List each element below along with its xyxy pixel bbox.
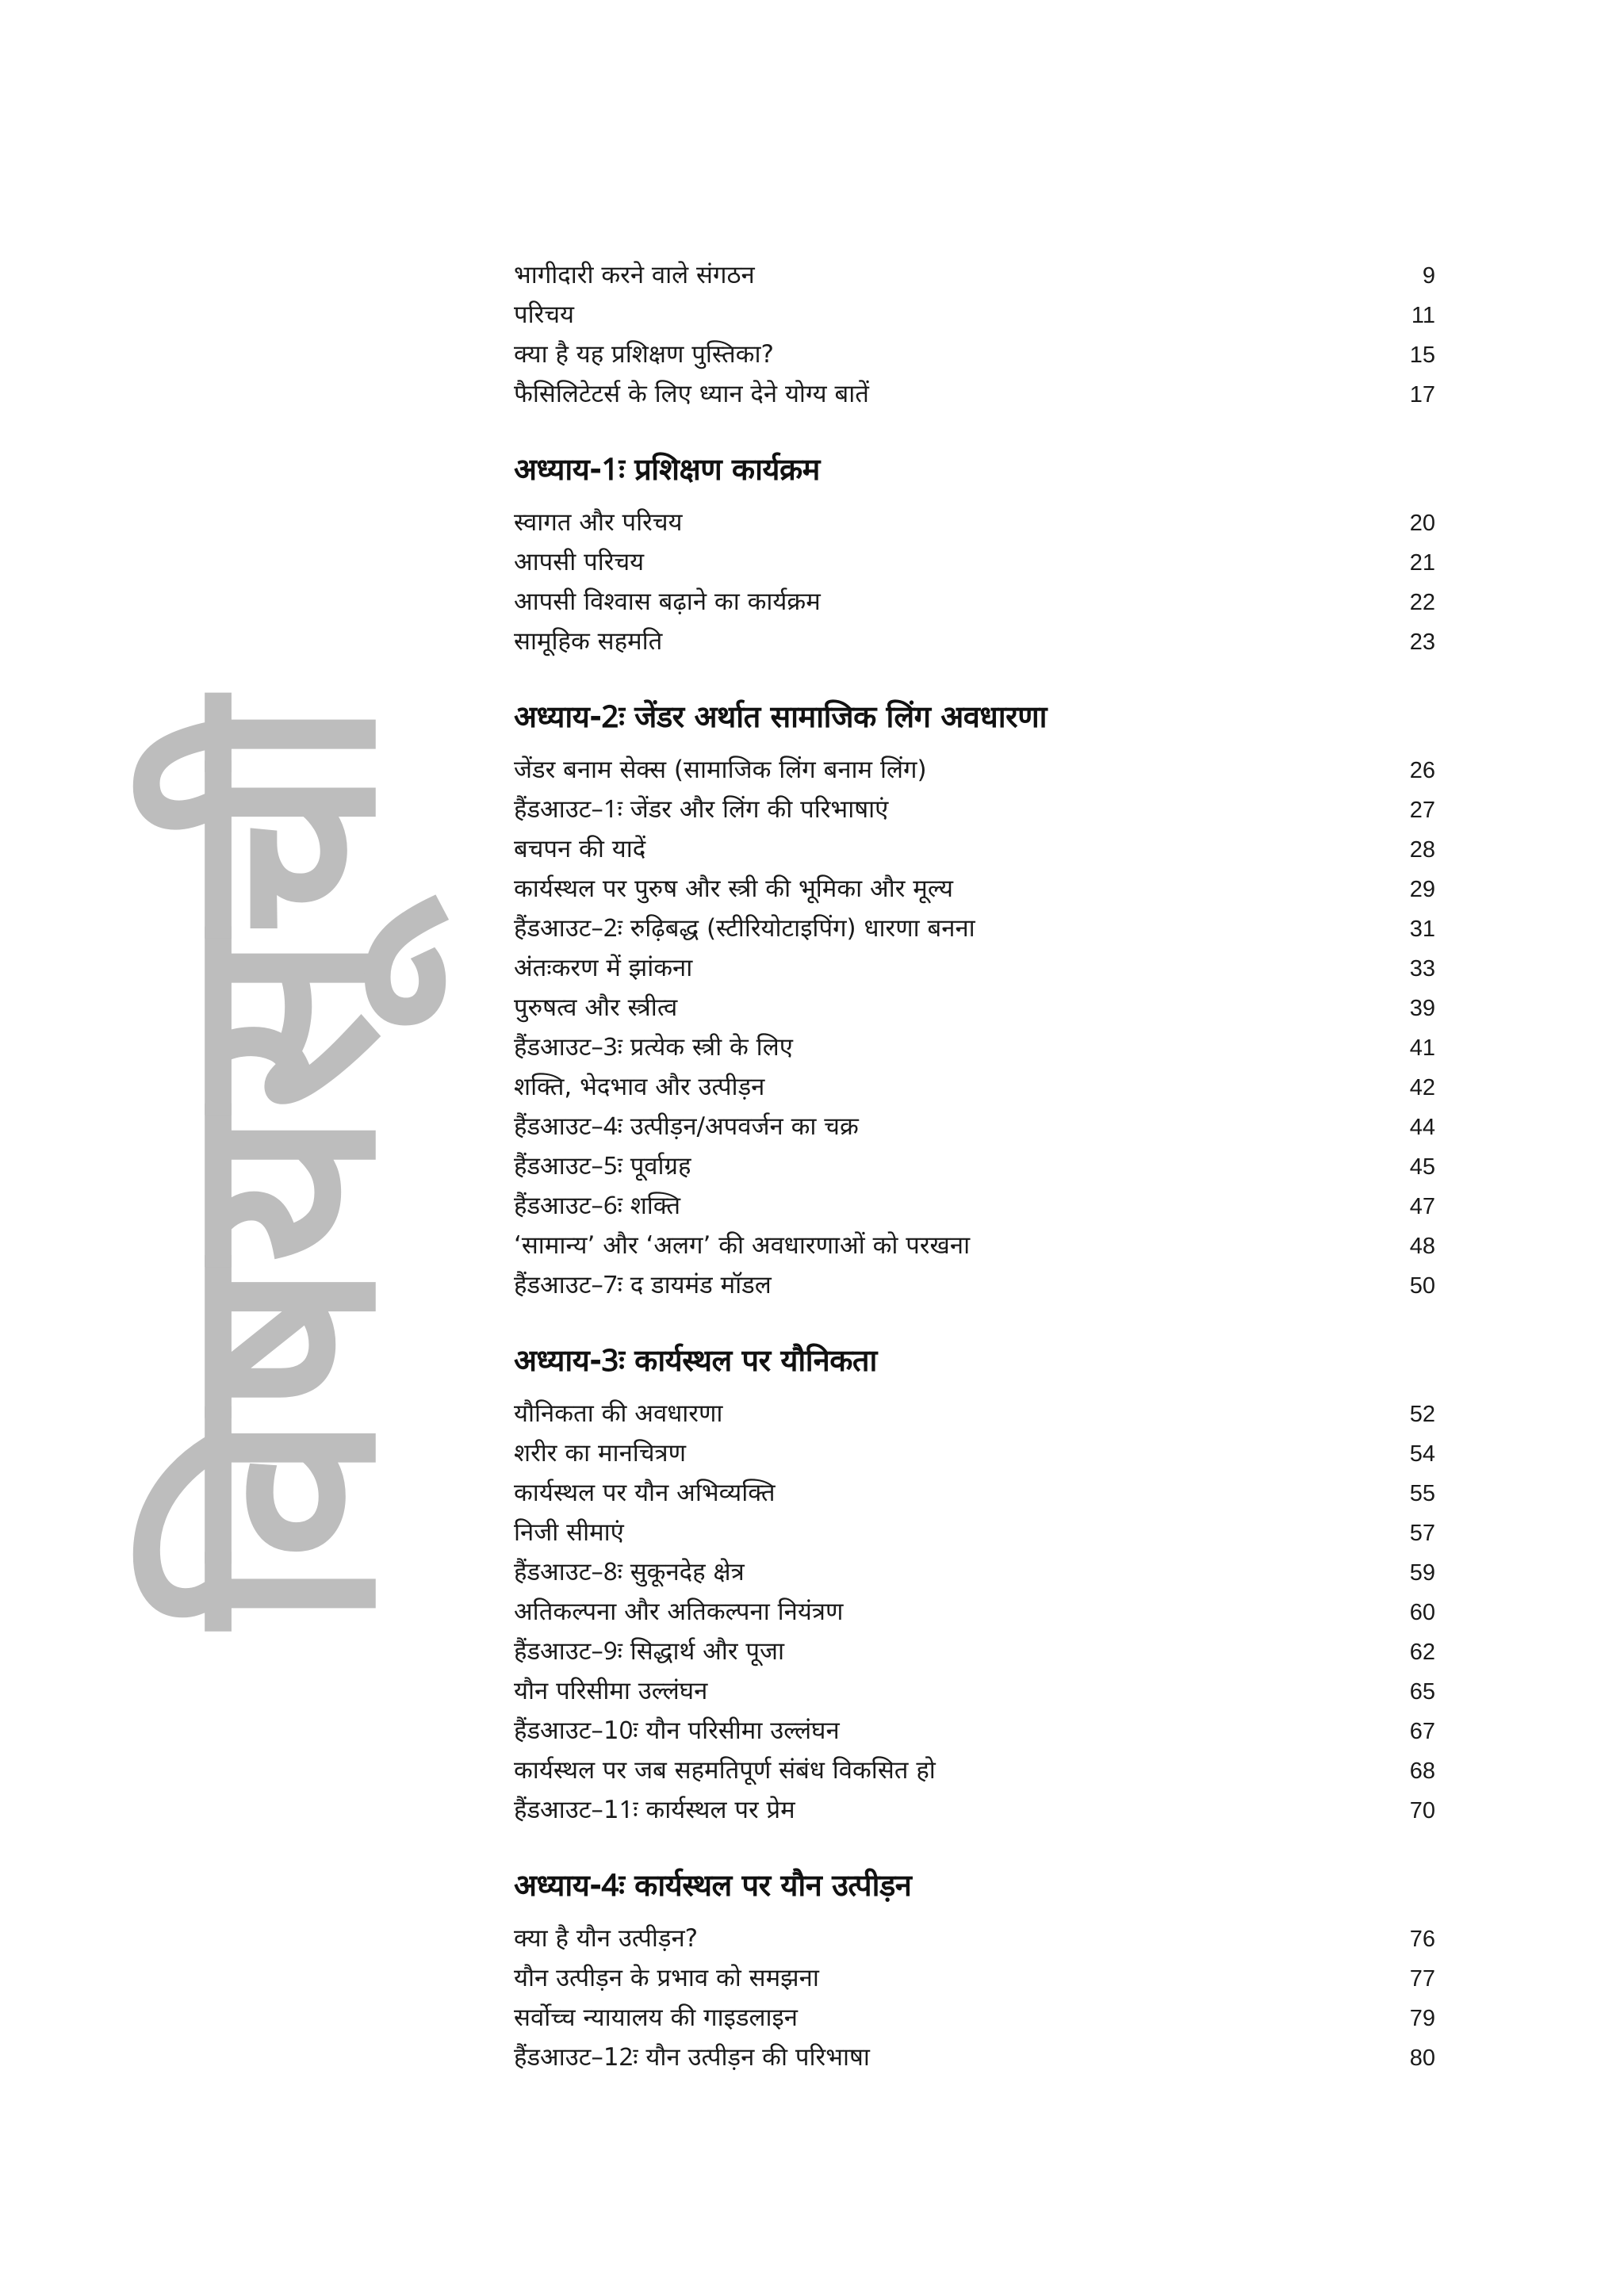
toc-entry[interactable] xyxy=(514,1226,1435,1265)
toc-entry-title: सामूहिक सहमति xyxy=(514,627,663,656)
toc-entry-title: हैंडआउट–1ः जेंडर और लिंग की परिभाषाएं xyxy=(514,795,889,824)
toc-entry-page-number: 47 xyxy=(1409,1194,1435,1219)
toc-entry-page-number: 9 xyxy=(1422,263,1435,289)
toc-entry-title: यौन उत्पीड़न के प्रभाव को समझना xyxy=(514,1964,819,1992)
toc-entry-title: हैंडआउट–11ः कार्यस्थल पर प्रेम xyxy=(514,1796,795,1824)
toc-entry-page-number: 70 xyxy=(1409,1798,1435,1823)
toc-entry[interactable] xyxy=(514,1919,1435,1958)
toc-entry[interactable] xyxy=(514,1671,1435,1711)
toc-entry-title: यौन परिसीमा उल्लंघन xyxy=(514,1677,708,1705)
toc-section xyxy=(514,1863,1435,2077)
toc-entry-title: हैंडआउट–8ः सुकूनदेह क्षेत्र xyxy=(514,1558,745,1586)
toc-entry-page-number: 44 xyxy=(1409,1115,1435,1140)
toc-entry-page-number: 67 xyxy=(1409,1719,1435,1744)
toc-entry[interactable] xyxy=(514,790,1435,829)
toc-entry-title: अंतःकरण में झांकना xyxy=(514,954,693,982)
toc-entry[interactable] xyxy=(514,1790,1435,1830)
toc-entry[interactable] xyxy=(514,1473,1435,1513)
toc-entry-page-number: 23 xyxy=(1409,629,1435,655)
toc-entry-page-number: 50 xyxy=(1409,1273,1435,1299)
toc-entry[interactable] xyxy=(514,1998,1435,2038)
toc-entry-title: स्वागत और परिचय xyxy=(514,508,683,537)
toc-entry-page-number: 41 xyxy=(1409,1035,1435,1061)
chapter-heading: अध्याय-1ः प्रशिक्षण कार्यक्रम xyxy=(514,452,820,487)
toc-entry-title: पुरुषत्व और स्त्रीत्व xyxy=(514,993,678,1022)
toc-entry-page-number: 45 xyxy=(1409,1154,1435,1180)
toc-entry-title: आपसी विश्वास बढ़ाने का कार्यक्रम xyxy=(514,587,821,616)
toc-entry-title: हैंडआउट–2ः रुढ़िबद्ध (स्टीरियोटाइपिंग) धारणा बनना xyxy=(514,914,975,943)
toc-entry[interactable] xyxy=(514,1027,1435,1067)
vertical-page-title xyxy=(129,585,435,1743)
toc-entry-page-number: 31 xyxy=(1409,916,1435,942)
chapter-heading: अध्याय-3ः कार्यस्थल पर यौनिकता xyxy=(514,1343,877,1378)
toc-entry[interactable] xyxy=(514,1632,1435,1671)
toc-entry-page-number: 76 xyxy=(1409,1927,1435,1952)
toc-section xyxy=(514,447,1435,661)
toc-section xyxy=(514,255,1435,414)
toc-entry-page-number: 52 xyxy=(1409,1402,1435,1427)
toc-entry[interactable] xyxy=(514,750,1435,790)
toc-entry-page-number: 65 xyxy=(1409,1679,1435,1705)
toc-entry-title: शरीर का मानचित्रण xyxy=(514,1439,687,1468)
toc-entry-page-number: 29 xyxy=(1409,877,1435,902)
toc-entry-title: परिचय xyxy=(514,300,574,329)
toc-entry-page-number: 17 xyxy=(1409,382,1435,408)
toc-entry-title: हैंडआउट–6ः शक्ति xyxy=(514,1192,681,1220)
toc-entry[interactable] xyxy=(514,869,1435,909)
toc-entry[interactable] xyxy=(514,1711,1435,1751)
toc-entry[interactable] xyxy=(514,1186,1435,1226)
toc-entry-title: हैंडआउट–7ः द डायमंड मॉडल xyxy=(514,1271,772,1299)
toc-entry-page-number: 80 xyxy=(1409,2045,1435,2071)
toc-entry-page-number: 42 xyxy=(1409,1075,1435,1100)
toc-entry[interactable] xyxy=(514,1592,1435,1632)
toc-entry-page-number: 48 xyxy=(1409,1234,1435,1259)
toc-entry-title: निजी सीमाएं xyxy=(514,1518,624,1547)
toc-entry[interactable] xyxy=(514,295,1435,335)
toc-entry-title: ‘सामान्य’ और ‘अलग’ की अवधारणाओं को परखना xyxy=(514,1231,971,1260)
toc-entry-title: कार्यस्थल पर यौन अभिव्यक्ति xyxy=(514,1479,776,1507)
toc-entry-page-number: 59 xyxy=(1409,1560,1435,1586)
toc-entry-page-number: 21 xyxy=(1409,550,1435,576)
toc-entry-title: हैंडआउट–4ः उत्पीड़न/अपवर्जन का चक्र xyxy=(514,1112,859,1141)
toc-entry-page-number: 39 xyxy=(1409,996,1435,1021)
toc-entry[interactable] xyxy=(514,374,1435,414)
toc-entry[interactable] xyxy=(514,2038,1435,2077)
toc-entry-page-number: 79 xyxy=(1409,2006,1435,2031)
toc-entry-page-number: 28 xyxy=(1409,837,1435,863)
toc-entry[interactable] xyxy=(514,1552,1435,1592)
toc-entry-title: हैंडआउट–12ः यौन उत्पीड़न की परिभाषा xyxy=(514,2043,870,2072)
toc-entry-page-number: 57 xyxy=(1409,1521,1435,1546)
toc-entry-title: हैंडआउट–5ः पूर्वाग्रह xyxy=(514,1152,691,1181)
toc-entry[interactable] xyxy=(514,829,1435,869)
toc-section xyxy=(514,695,1435,1305)
toc-entry-title: आपसी परिचय xyxy=(514,548,645,576)
toc-entry-page-number: 20 xyxy=(1409,511,1435,536)
toc-entry-title: जेंडर बनाम सेक्स (सामाजिक लिंग बनाम लिंग) xyxy=(514,756,927,784)
toc-entry-title: क्या है यह प्रशिक्षण पुस्तिका? xyxy=(514,340,774,369)
toc-entry-page-number: 33 xyxy=(1409,956,1435,982)
toc-entry-title: हैंडआउट–10ः यौन परिसीमा उल्लंघन xyxy=(514,1716,840,1745)
toc-entry[interactable] xyxy=(514,1067,1435,1107)
chapter-heading: अध्याय-2ः जेंडर अर्थात सामाजिक लिंग अवधारणा xyxy=(514,699,1048,734)
toc-entry-title: बचपन की यादें xyxy=(514,835,646,863)
toc-entry[interactable] xyxy=(514,988,1435,1027)
toc-entry[interactable] xyxy=(514,582,1435,622)
chapter-heading: अध्याय-4ः कार्यस्थल पर यौन उत्पीड़न xyxy=(514,1868,912,1903)
toc-entry-page-number: 77 xyxy=(1409,1966,1435,1992)
toc-entry[interactable] xyxy=(514,948,1435,988)
toc-entry[interactable] xyxy=(514,622,1435,661)
toc-entry-title: शक्ति, भेदभाव और उत्पीड़न xyxy=(514,1073,765,1101)
toc-entry-page-number: 11 xyxy=(1411,303,1435,328)
toc-entry[interactable] xyxy=(514,503,1435,542)
table-of-contents xyxy=(514,255,1435,2077)
toc-entry[interactable] xyxy=(514,335,1435,374)
toc-entry-title: सर्वोच्च न्यायालय की गाइडलाइन xyxy=(514,2003,798,2032)
toc-entry-title: हैंडआउट–3ः प्रत्येक स्त्री के लिए xyxy=(514,1033,793,1062)
toc-entry[interactable] xyxy=(514,1146,1435,1186)
toc-entry[interactable] xyxy=(514,542,1435,582)
toc-entry[interactable] xyxy=(514,909,1435,948)
toc-entry-page-number: 22 xyxy=(1409,590,1435,615)
toc-entry-page-number: 54 xyxy=(1409,1441,1435,1467)
toc-section xyxy=(514,1338,1435,1830)
toc-entry-title: अतिकल्पना और अतिकल्पना नियंत्रण xyxy=(514,1598,844,1626)
toc-entry-page-number: 68 xyxy=(1409,1758,1435,1784)
toc-entry[interactable] xyxy=(514,1265,1435,1305)
vertical-page-title-text: विषयसूची xyxy=(129,700,435,1628)
toc-entry-page-number: 27 xyxy=(1409,798,1435,823)
toc-entry[interactable] xyxy=(514,1394,1435,1433)
toc-entry-title: यौनिकता की अवधारणा xyxy=(514,1399,723,1428)
toc-entry-page-number: 26 xyxy=(1409,758,1435,783)
toc-entry-page-number: 15 xyxy=(1409,342,1435,368)
toc-entry-title: फैसिलिटेटर्स के लिए ध्यान देने योग्य बातें xyxy=(514,380,869,408)
toc-entry-page-number: 60 xyxy=(1409,1600,1435,1625)
toc-entry[interactable] xyxy=(514,1107,1435,1146)
toc-entry-page-number: 55 xyxy=(1409,1481,1435,1506)
toc-entry-title: भागीदारी करने वाले संगठन xyxy=(514,261,755,289)
toc-entry[interactable] xyxy=(514,1513,1435,1552)
toc-entry-title: कार्यस्थल पर पुरुष और स्त्री की भूमिका और मूल्य xyxy=(514,874,953,903)
toc-entry-title: कार्यस्थल पर जब सहमतिपूर्ण संबंध विकसित हो xyxy=(514,1756,936,1785)
toc-entry[interactable] xyxy=(514,255,1435,295)
toc-entry[interactable] xyxy=(514,1433,1435,1473)
toc-entry[interactable] xyxy=(514,1751,1435,1790)
toc-entry[interactable] xyxy=(514,1958,1435,1998)
toc-entry-title: क्या है यौन उत्पीड़न? xyxy=(514,1924,699,1953)
toc-entry-page-number: 62 xyxy=(1409,1640,1435,1665)
toc-entry-title: हैंडआउट–9ः सिद्धार्थ और पूजा xyxy=(514,1637,785,1666)
